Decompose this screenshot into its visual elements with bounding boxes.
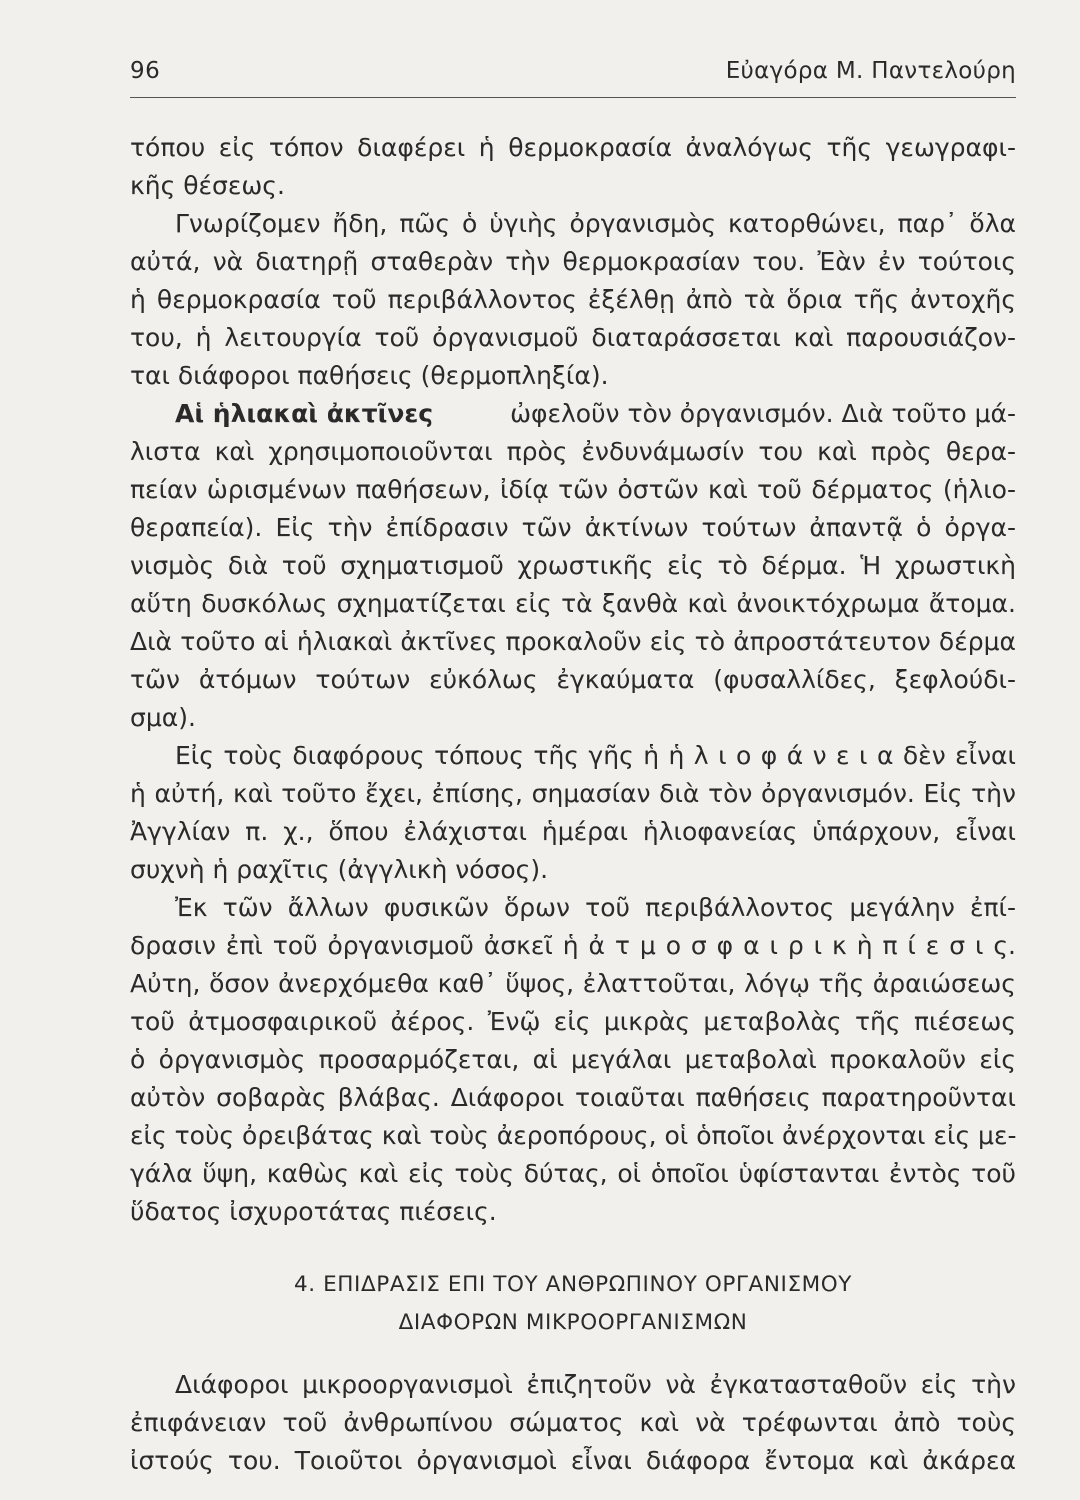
page-number: 96 bbox=[130, 58, 161, 84]
text-line: Διὰ τοῦτο αἱ ἡλιακαὶ ἀκτῖνες προκαλοῦν εἰς τὸ ἀπροστάτευτον δέρμα bbox=[130, 627, 1016, 656]
text-line: Γνωρίζομεν ἤδη, πῶς ὁ ὑγιὴς ὀργανισμὸς κατορθώνει, παρ᾽ ὅλα bbox=[175, 209, 1016, 238]
text-line: τοῦ ἀτμοσφαιρικοῦ ἀέρος. Ἐνῷ εἰς μικρὰς μεταβολὰς τῆς πιέσεως bbox=[130, 1007, 1016, 1036]
text-line: εἰς τοὺς ὀρειβάτας καὶ τοὺς ἀεροπόρους, οἱ ὁποῖοι ἀνέρχονται εἰς με- bbox=[130, 1121, 1016, 1150]
text-line: δρασιν ἐπὶ τοῦ ὀργανισμοῦ ἀσκεῖ ἡ ἀ τ μ ο σ φ α ι ρ ι κ ὴ π ί ε σ ι ς. bbox=[130, 931, 1016, 960]
text-line: ὕδατος ἰσχυροτάτας πιέσεις. bbox=[130, 1197, 497, 1226]
text-line: Διάφοροι μικροοργανισμοὶ ἐπιζητοῦν νὰ ἐγκατασταθοῦν εἰς τὴν bbox=[175, 1370, 1016, 1399]
text-line: ἐπιφάνειαν τοῦ ἀνθρωπίνου σώματος καὶ νὰ τρέφωνται ἀπὸ τοὺς bbox=[130, 1408, 1016, 1437]
text-line: ται διάφοροι παθήσεις (θερμοπληξία). bbox=[130, 361, 609, 390]
page-header bbox=[130, 58, 1016, 98]
running-head: Εὐαγόρα Μ. Παντελούρη bbox=[725, 58, 1016, 84]
text-line: γάλα ὕψη, καθὼς καὶ εἰς τοὺς δύτας, οἱ ὁποῖοι ὑφίστανται ἐντὸς τοῦ bbox=[130, 1159, 1016, 1188]
text-line: σμα). bbox=[130, 703, 196, 732]
text-line: κῆς θέσεως. bbox=[130, 171, 285, 200]
text-line: νισμὸς διὰ τοῦ σχηματισμοῦ χρωστικῆς εἰς τὸ δέρμα. Ἡ χρωστικὴ bbox=[130, 551, 1016, 580]
text-line: αὕτη δυσκόλως σχηματίζεται εἰς τὰ ξανθὰ καὶ ἀνοικτόχρωμα ἄτομα. bbox=[130, 589, 1016, 618]
text-line: Αὐτη, ὅσον ἀνερχόμεθα καθ᾽ ὕψος, ἐλαττοῦται, λόγῳ τῆς ἀραιώσεως bbox=[130, 969, 1016, 998]
text-line: του, ἡ λειτουργία τοῦ ὀργανισμοῦ διαταράσσεται καὶ παρουσιάζον- bbox=[130, 323, 1016, 352]
text-line: ὁ ὀργανισμὸς προσαρμόζεται, αἱ μεγάλαι μεταβολαὶ προκαλοῦν εἰς bbox=[130, 1045, 1016, 1074]
text-line: ἰστούς του. Τοιοῦτοι ὀργανισμοὶ εἶναι διάφορα ἔντομα καὶ ἀκάρεα bbox=[130, 1446, 1016, 1475]
text-line: Ἀγγλίαν π. χ., ὅπου ἐλάχισται ἡμέραι ἡλιοφανείας ὑπάρχουν, εἶναι bbox=[130, 817, 1016, 846]
section-heading: ΔΙΑΦΟΡΩΝ ΜΙΚΡΟΟΡΓΑΝΙΣΜΩΝ bbox=[398, 1310, 748, 1335]
text-line: αὐτὸν σοβαρὰς βλάβας. Διάφοροι τοιαῦται παθήσεις παρατηροῦνται bbox=[130, 1083, 1016, 1112]
section-heading: 4. ΕΠΙΔΡΑΣΙΣ ΕΠΙ ΤΟΥ ΑΝΘΡΩΠΙΝΟΥ ΟΡΓΑΝΙΣΜΟΥ bbox=[293, 1272, 853, 1297]
text-line: θεραπεία). Εἰς τὴν ἐπίδρασιν τῶν ἀκτίνων τούτων ἀπαντᾷ ὁ ὀργα- bbox=[130, 513, 1016, 542]
text-line: Εἰς τοὺς διαφόρους τόπους τῆς γῆς ἡ ἡ λ ι ο φ ά ν ε ι α δὲν εἶναι bbox=[175, 741, 1016, 770]
text-line bbox=[175, 397, 1016, 431]
text-line-rest: ὠφελοῦν τὸν ὀργανισμόν. Διὰ τοῦτο μά- bbox=[510, 399, 1016, 428]
text-line: ἡ θερμοκρασία τοῦ περιβάλλοντος ἐξέλθῃ ἀπὸ τὰ ὅρια τῆς ἀντοχῆς bbox=[130, 285, 1016, 314]
text-line: πείαν ὡρισμένων παθήσεων, ἰδίᾳ τῶν ὀστῶν καὶ τοῦ δέρματος (ἡλιο- bbox=[130, 475, 1016, 504]
text-line: Ἐκ τῶν ἄλλων φυσικῶν ὅρων τοῦ περιβάλλοντος μεγάλην ἐπί- bbox=[175, 893, 1016, 922]
header-rule bbox=[130, 97, 1016, 98]
text-line: τῶν ἀτόμων τούτων εὐκόλως ἐγκαύματα (φυσαλλίδες, ξεφλούδι- bbox=[130, 665, 1016, 694]
text-line: αὐτά, νὰ διατηρῇ σταθερὰν τὴν θερμοκρασίαν του. Ἐὰν ἐν τούτοις bbox=[130, 247, 1016, 276]
text-line: τόπου εἰς τόπον διαφέρει ἡ θερμοκρασία ἀναλόγως τῆς γεωγραφι- bbox=[130, 133, 1016, 162]
text-line: ἡ αὐτή, καὶ τοῦτο ἔχει, ἐπίσης, σημασίαν διὰ τὸν ὀργανισμόν. Εἰς τὴν bbox=[130, 779, 1016, 808]
text-line: συχνὴ ἡ ραχῖτις (ἀγγλικὴ νόσος). bbox=[130, 855, 549, 884]
text-line: λιστα καὶ χρησιμοποιοῦνται πρὸς ἐνδυνάμωσίν του καὶ πρὸς θερα- bbox=[130, 437, 1016, 466]
bold-lead: Αἱ ἡλιακαὶ ἀκτῖνες bbox=[175, 399, 434, 428]
